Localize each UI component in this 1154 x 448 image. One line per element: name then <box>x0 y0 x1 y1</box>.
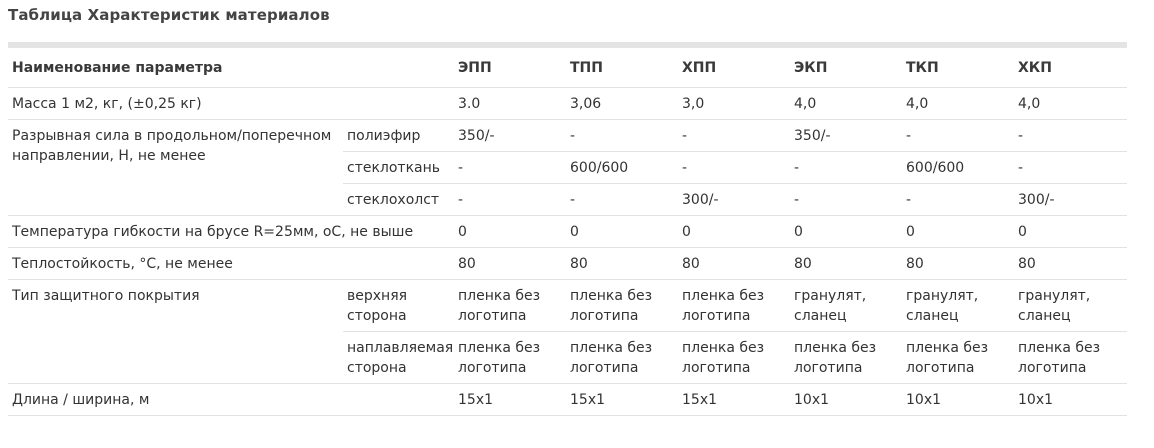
table-cell: 350/- <box>454 119 566 151</box>
table-cell: 15x1 <box>678 383 790 415</box>
table-cell: 10x1 <box>790 383 902 415</box>
header-col: ЭПП <box>454 48 566 87</box>
table-cell: - <box>902 183 1014 215</box>
table-cell: 15x1 <box>566 383 678 415</box>
table-cell: 80 <box>790 247 902 279</box>
sub-param: наплавляемая сторона <box>343 331 454 383</box>
table-cell: 10x1 <box>1014 383 1127 415</box>
table-cell: пленка без логотипа <box>1014 331 1127 383</box>
table-cell: гранулят, сланец <box>902 279 1014 331</box>
table-cell: пленка без логотипа <box>678 279 790 331</box>
header-col: ХКП <box>1014 48 1127 87</box>
table-cell: 0 <box>902 215 1014 247</box>
table-cell: 4,0 <box>902 87 1014 119</box>
table-cell: 350/- <box>790 119 902 151</box>
header-param: Наименование параметра <box>8 48 343 87</box>
table-cell: пленка без логотипа <box>566 279 678 331</box>
table-cell: 0 <box>454 215 566 247</box>
param-name: Разрывная сила в продольном/поперечном направлении, Н, не менее <box>8 119 343 215</box>
table-row <box>8 119 1127 151</box>
table-cell: 15x1 <box>454 383 566 415</box>
param-name: Длина / ширина, м <box>8 383 454 415</box>
table-cell: 80 <box>454 247 566 279</box>
param-name: Масса 1 м2, кг, (±0,25 кг) <box>8 87 454 119</box>
table-cell: пленка без логотипа <box>678 331 790 383</box>
table-cell: - <box>902 119 1014 151</box>
header-col: ТКП <box>902 48 1014 87</box>
table-cell: - <box>678 151 790 183</box>
specs-table <box>8 48 1127 416</box>
table-cell: 0 <box>566 215 678 247</box>
table-cell: 4,0 <box>790 87 902 119</box>
table-row <box>8 383 1127 415</box>
table-cell: пленка без логотипа <box>790 331 902 383</box>
table-cell: 4,0 <box>1014 87 1127 119</box>
table-cell: 80 <box>678 247 790 279</box>
table-cell: 3.0 <box>454 87 566 119</box>
table-cell: 0 <box>1014 215 1127 247</box>
table-cell: пленка без логотипа <box>454 331 566 383</box>
header-col: ХПП <box>678 48 790 87</box>
table-cell: - <box>566 183 678 215</box>
table-cell: 3,0 <box>678 87 790 119</box>
sub-param: стеклохолст <box>343 183 454 215</box>
table-cell: - <box>790 151 902 183</box>
table-row <box>8 215 1127 247</box>
table-cell: - <box>454 151 566 183</box>
table-cell: - <box>790 183 902 215</box>
param-name: Температура гибкости на брусе R=25мм, оС, не выше <box>8 215 454 247</box>
table-row <box>8 247 1127 279</box>
sub-param: верхняя сторона <box>343 279 454 331</box>
header-sub <box>343 48 454 87</box>
table-cell: - <box>454 183 566 215</box>
sub-param: полиэфир <box>343 119 454 151</box>
table-cell: 10x1 <box>902 383 1014 415</box>
page-title: Таблица Характеристик материалов <box>8 6 330 24</box>
table-cell: 300/- <box>1014 183 1127 215</box>
table-cell: - <box>1014 151 1127 183</box>
table-row <box>8 87 1127 119</box>
table-cell: гранулят, сланец <box>1014 279 1127 331</box>
table-cell: пленка без логотипа <box>454 279 566 331</box>
sub-param: стеклоткань <box>343 151 454 183</box>
table-cell: - <box>566 119 678 151</box>
table-cell: 0 <box>790 215 902 247</box>
header-col: ЭКП <box>790 48 902 87</box>
table-cell: 600/600 <box>566 151 678 183</box>
table-cell: 80 <box>1014 247 1127 279</box>
table-cell: 0 <box>678 215 790 247</box>
table-cell: пленка без логотипа <box>902 331 1014 383</box>
table-cell: 80 <box>902 247 1014 279</box>
table-cell: - <box>678 119 790 151</box>
table-header-row <box>8 48 1127 87</box>
header-col: ТПП <box>566 48 678 87</box>
table-cell: пленка без логотипа <box>566 331 678 383</box>
table-cell: гранулят, сланец <box>790 279 902 331</box>
table-cell: 300/- <box>678 183 790 215</box>
table-row <box>8 279 1127 331</box>
table-cell: 80 <box>566 247 678 279</box>
param-name: Тип защитного покрытия <box>8 279 343 383</box>
table-cell: 3,06 <box>566 87 678 119</box>
param-name: Теплостойкость, °С, не менее <box>8 247 454 279</box>
table-cell: 600/600 <box>902 151 1014 183</box>
table-cell: - <box>1014 119 1127 151</box>
